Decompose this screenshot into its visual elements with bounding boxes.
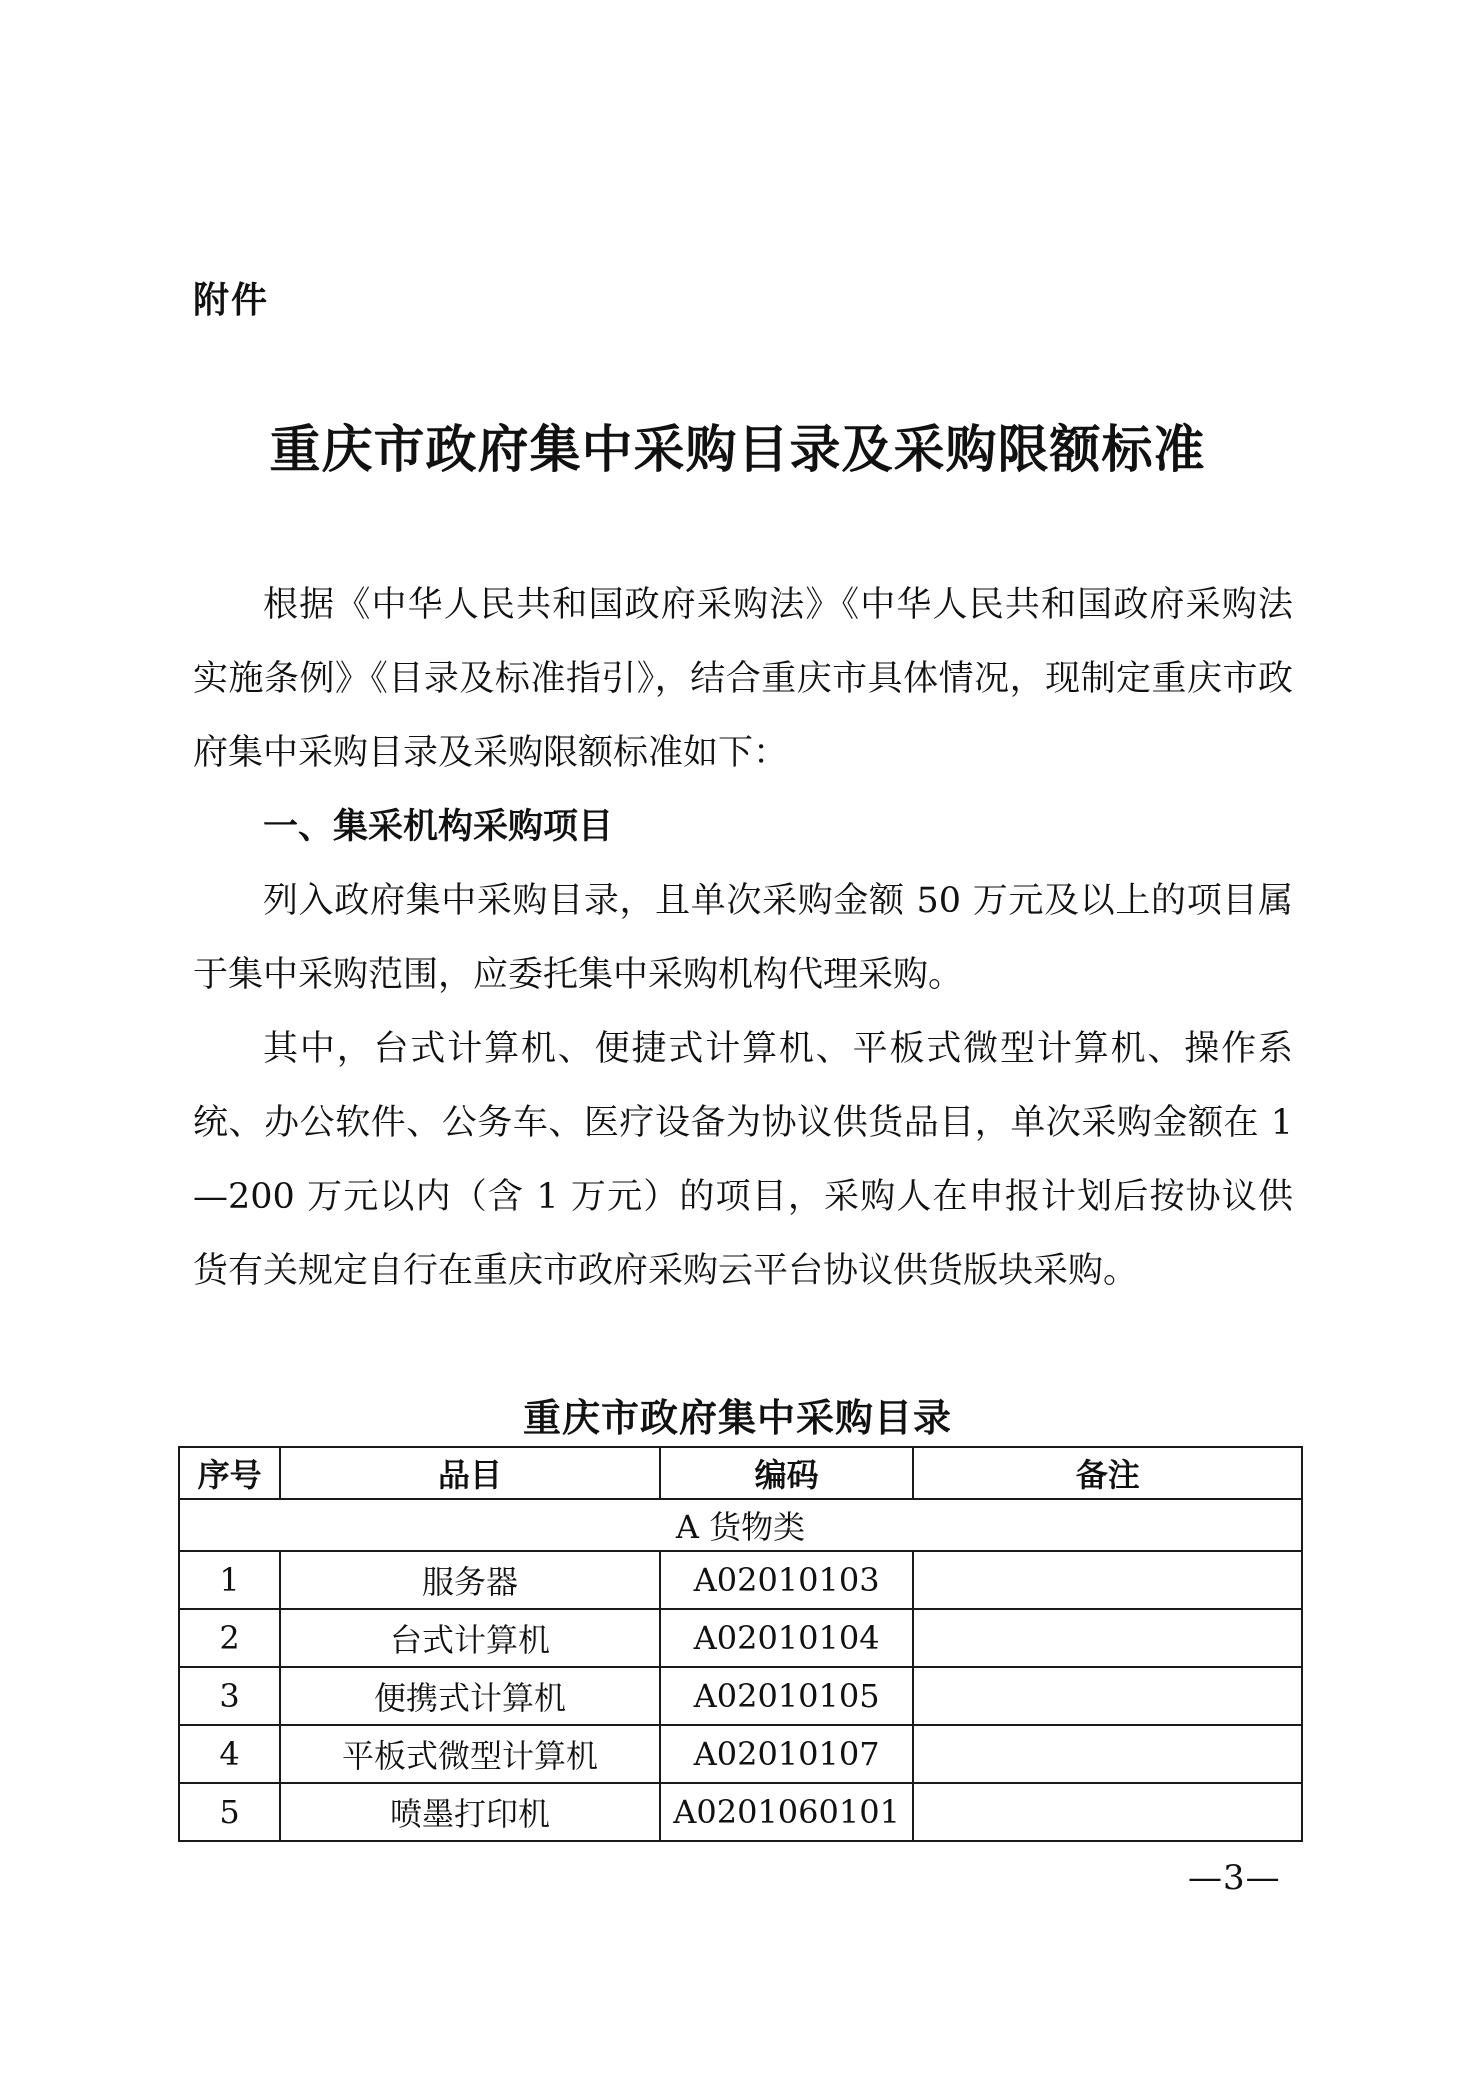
row-note	[913, 1667, 1302, 1725]
row-code: A02010104	[660, 1609, 914, 1667]
table-row	[179, 1551, 1302, 1609]
row-name: 服务器	[280, 1551, 660, 1609]
row-no: 1	[179, 1551, 280, 1609]
row-no: 3	[179, 1667, 280, 1725]
header-code: 编码	[660, 1447, 914, 1499]
header-note: 备注	[913, 1447, 1302, 1499]
intro-paragraph: 根据《中华人民共和国政府采购法》《中华人民共和国政府采购法实施条例》《目录及标准指引》，结合重庆市具体情况，现制定重庆市政府集中采购目录及采购限额标准如下：	[193, 585, 1293, 773]
row-no: 2	[179, 1609, 280, 1667]
row-note	[913, 1551, 1302, 1609]
document-title: 重庆市政府集中采购目录及采购限额标准	[269, 421, 1206, 480]
section-paragraph-2: 其中，台式计算机、便捷式计算机、平板式微型计算机、操作系统、办公软件、公务车、医疗设备为协议供货品目，单次采购金额在 1—200 万元以内（含 1 万元）的项目，采购人在申报计划后按协议供货有关规定自行在重庆市政府采购云平台协议供货版块采购。	[193, 1029, 1293, 1291]
category-label: A 货物类	[179, 1499, 1302, 1551]
attachment-label: 附件	[193, 280, 270, 321]
row-note	[913, 1783, 1302, 1841]
section-paragraph-1: 列入政府集中采购目录，且单次采购金额 50 万元及以上的项目属于集中采购范围，应委托集中采购机构代理采购。	[193, 881, 1293, 995]
table-row	[179, 1667, 1302, 1725]
category-row	[179, 1499, 1302, 1551]
header-no: 序号	[179, 1447, 280, 1499]
table-header-row	[179, 1447, 1302, 1499]
row-name: 台式计算机	[280, 1609, 660, 1667]
table-row	[179, 1725, 1302, 1783]
row-name: 喷墨打印机	[280, 1783, 660, 1841]
row-note	[913, 1725, 1302, 1783]
section-heading: 一、集采机构采购项目	[263, 807, 614, 847]
row-name: 便携式计算机	[280, 1667, 660, 1725]
row-code: A0201060101	[660, 1783, 914, 1841]
catalog-table	[178, 1446, 1303, 1842]
row-name: 平板式微型计算机	[280, 1725, 660, 1783]
row-no: 4	[179, 1725, 280, 1783]
table-row	[179, 1609, 1302, 1667]
table-title: 重庆市政府集中采购目录	[522, 1396, 952, 1440]
row-code: A02010105	[660, 1667, 914, 1725]
row-code: A02010103	[660, 1551, 914, 1609]
body-text	[193, 568, 1293, 1308]
header-name: 品目	[280, 1447, 660, 1499]
table-row	[179, 1783, 1302, 1841]
row-note	[913, 1609, 1302, 1667]
row-no: 5	[179, 1783, 280, 1841]
page-number: —3—	[1188, 1858, 1281, 1898]
row-code: A02010107	[660, 1725, 914, 1783]
